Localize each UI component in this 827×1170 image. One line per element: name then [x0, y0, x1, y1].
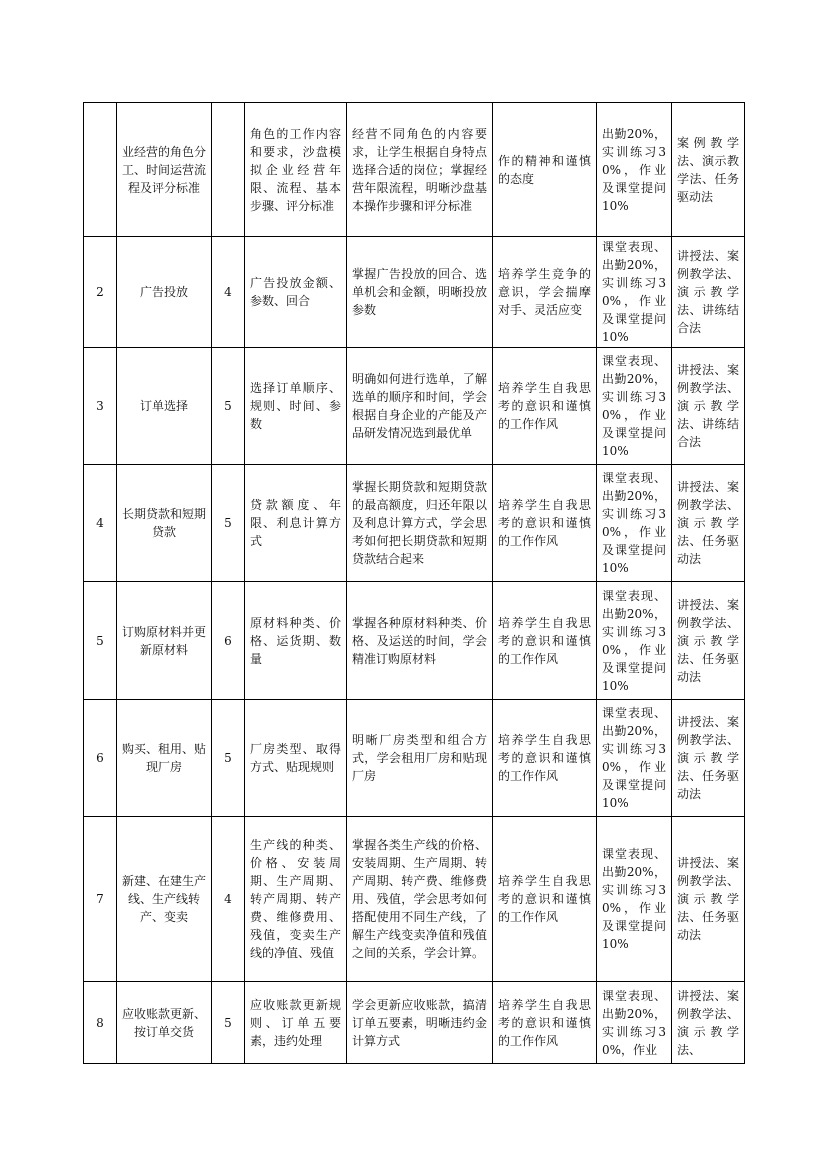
knowledge-cell: 掌握各种原材料种类、价格、及运送的时间，学会精准订购原材料: [347, 582, 493, 700]
quality-cell: 作的精神和谨慎的态度: [493, 103, 597, 237]
topic-cell: 新建、在建生产线、生产线转产、变卖: [117, 817, 212, 982]
hours-cell: 4: [212, 817, 245, 982]
assessment-cell: 课堂表现、出勤20%，实训练习30%，作业及课堂提问10%: [597, 465, 672, 582]
hours-cell: 5: [212, 700, 245, 817]
quality-cell: 培养学生竞争的意识，学会揣摩对手、灵活应变: [493, 237, 597, 348]
hours-cell: 5: [212, 348, 245, 465]
table-row: [84, 348, 745, 465]
table-row: [84, 103, 745, 237]
assessment-cell: 出勤20%，实训练习30%，作业及课堂提问10%: [597, 103, 672, 237]
content-cell: 选择订单顺序、规则、时间、参数: [245, 348, 347, 465]
content-cell: 原材料种类、价格、运货期、数量: [245, 582, 347, 700]
knowledge-cell: 掌握长期贷款和短期贷款的最高额度，归还年限以及利息计算方式，学会思考如何把长期贷款和短期贷款结合起来: [347, 465, 493, 582]
method-cell: 讲授法、案例教学法、演示教学法、: [672, 982, 745, 1064]
quality-cell: 培养学生自我思考的意识和谨慎的工作作风: [493, 465, 597, 582]
topic-cell: 长期贷款和短期贷款: [117, 465, 212, 582]
assessment-cell: 课堂表现、出勤20%，实训练习30%，作业及课堂提问10%: [597, 348, 672, 465]
content-cell: 角色的工作内容和要求，沙盘模拟企业经营年限、流程、基本步骤、评分标准: [245, 103, 347, 237]
content-cell: 厂房类型、取得方式、贴现规则: [245, 700, 347, 817]
row-number: 3: [84, 348, 117, 465]
knowledge-cell: 明确如何进行选单，了解选单的顺序和时间，学会根据自身企业的产能及产品研发情况选到最优单: [347, 348, 493, 465]
method-cell: 讲授法、案例教学法、演示教学法、任务驱动法: [672, 582, 745, 700]
row-number: 4: [84, 465, 117, 582]
topic-cell: 订单选择: [117, 348, 212, 465]
content-cell: 贷款额度、年限、利息计算方式: [245, 465, 347, 582]
row-number: 5: [84, 582, 117, 700]
row-number: 2: [84, 237, 117, 348]
table-row: [84, 237, 745, 348]
assessment-cell: 课堂表现、出勤20%，实训练习30%，作业及课堂提问10%: [597, 582, 672, 700]
hours-cell: 5: [212, 465, 245, 582]
content-cell: 广告投放金额、参数、回合: [245, 237, 347, 348]
quality-cell: 培养学生自我思考的意识和谨慎的工作作风: [493, 348, 597, 465]
assessment-cell: 课堂表现、出勤20%，实训练习30%，作业及课堂提问10%: [597, 700, 672, 817]
table-row: [84, 465, 745, 582]
content-cell: 应收账款更新规则、订单五要素，违约处理: [245, 982, 347, 1064]
table-row: [84, 582, 745, 700]
course-plan-table: [83, 102, 745, 1064]
quality-cell: 培养学生自我思考的意识和谨慎的工作作风: [493, 582, 597, 700]
row-number: 6: [84, 700, 117, 817]
hours-cell: 4: [212, 237, 245, 348]
knowledge-cell: 掌握广告投放的回合、选单机会和金额，明晰投放参数: [347, 237, 493, 348]
table-row: [84, 817, 745, 982]
assessment-cell: 课堂表现、出勤20%，实训练习30%，作业: [597, 982, 672, 1064]
knowledge-cell: 明晰厂房类型和组合方式，学会租用厂房和贴现厂房: [347, 700, 493, 817]
knowledge-cell: 学会更新应收账款，搞清订单五要素，明晰违约金计算方式: [347, 982, 493, 1064]
table-row: [84, 982, 745, 1064]
quality-cell: 培养学生自我思考的意识和谨慎的工作作风: [493, 817, 597, 982]
quality-cell: 培养学生自我思考的意识和谨慎的工作作风: [493, 700, 597, 817]
assessment-cell: 课堂表现、出勤20%，实训练习30%，作业及课堂提问10%: [597, 237, 672, 348]
content-cell: 生产线的种类、价格、安装周期、生产周期、转产周期、转产费、维修费用、残值，变卖生产线的净值、残值: [245, 817, 347, 982]
knowledge-cell: 掌握各类生产线的价格、安装周期、生产周期、转产周期、转产费、维修费用、残值，学会思考如何搭配使用不同生产线，了解生产线变卖净值和残值之间的关系，学会计算。: [347, 817, 493, 982]
quality-cell: 培养学生自我思考的意识和谨慎的工作作风: [493, 982, 597, 1064]
row-number: 7: [84, 817, 117, 982]
topic-cell: 业经营的角色分工、时间运营流程及评分标准: [117, 103, 212, 237]
method-cell: 讲授法、案例教学法、演示教学法、讲练结合法: [672, 237, 745, 348]
topic-cell: 购买、租用、贴现厂房: [117, 700, 212, 817]
topic-cell: 广告投放: [117, 237, 212, 348]
method-cell: 案例教学法、演示教学法、任务驱动法: [672, 103, 745, 237]
assessment-cell: 课堂表现、出勤20%，实训练习30%，作业及课堂提问10%: [597, 817, 672, 982]
method-cell: 讲授法、案例教学法、演示教学法、任务驱动法: [672, 817, 745, 982]
hours-cell: 5: [212, 982, 245, 1064]
hours-cell: 6: [212, 582, 245, 700]
topic-cell: 订购原材料并更新原材料: [117, 582, 212, 700]
table-row: [84, 700, 745, 817]
knowledge-cell: 经营不同角色的内容要求，让学生根据自身特点选择合适的岗位；掌握经营年限流程，明晰沙盘基本操作步骤和评分标准: [347, 103, 493, 237]
row-number: 8: [84, 982, 117, 1064]
row-number: [84, 103, 117, 237]
topic-cell: 应收账款更新、按订单交货: [117, 982, 212, 1064]
method-cell: 讲授法、案例教学法、演示教学法、任务驱动法: [672, 465, 745, 582]
method-cell: 讲授法、案例教学法、演示教学法、任务驱动法: [672, 700, 745, 817]
method-cell: 讲授法、案例教学法、演示教学法、讲练结合法: [672, 348, 745, 465]
hours-cell: [212, 103, 245, 237]
